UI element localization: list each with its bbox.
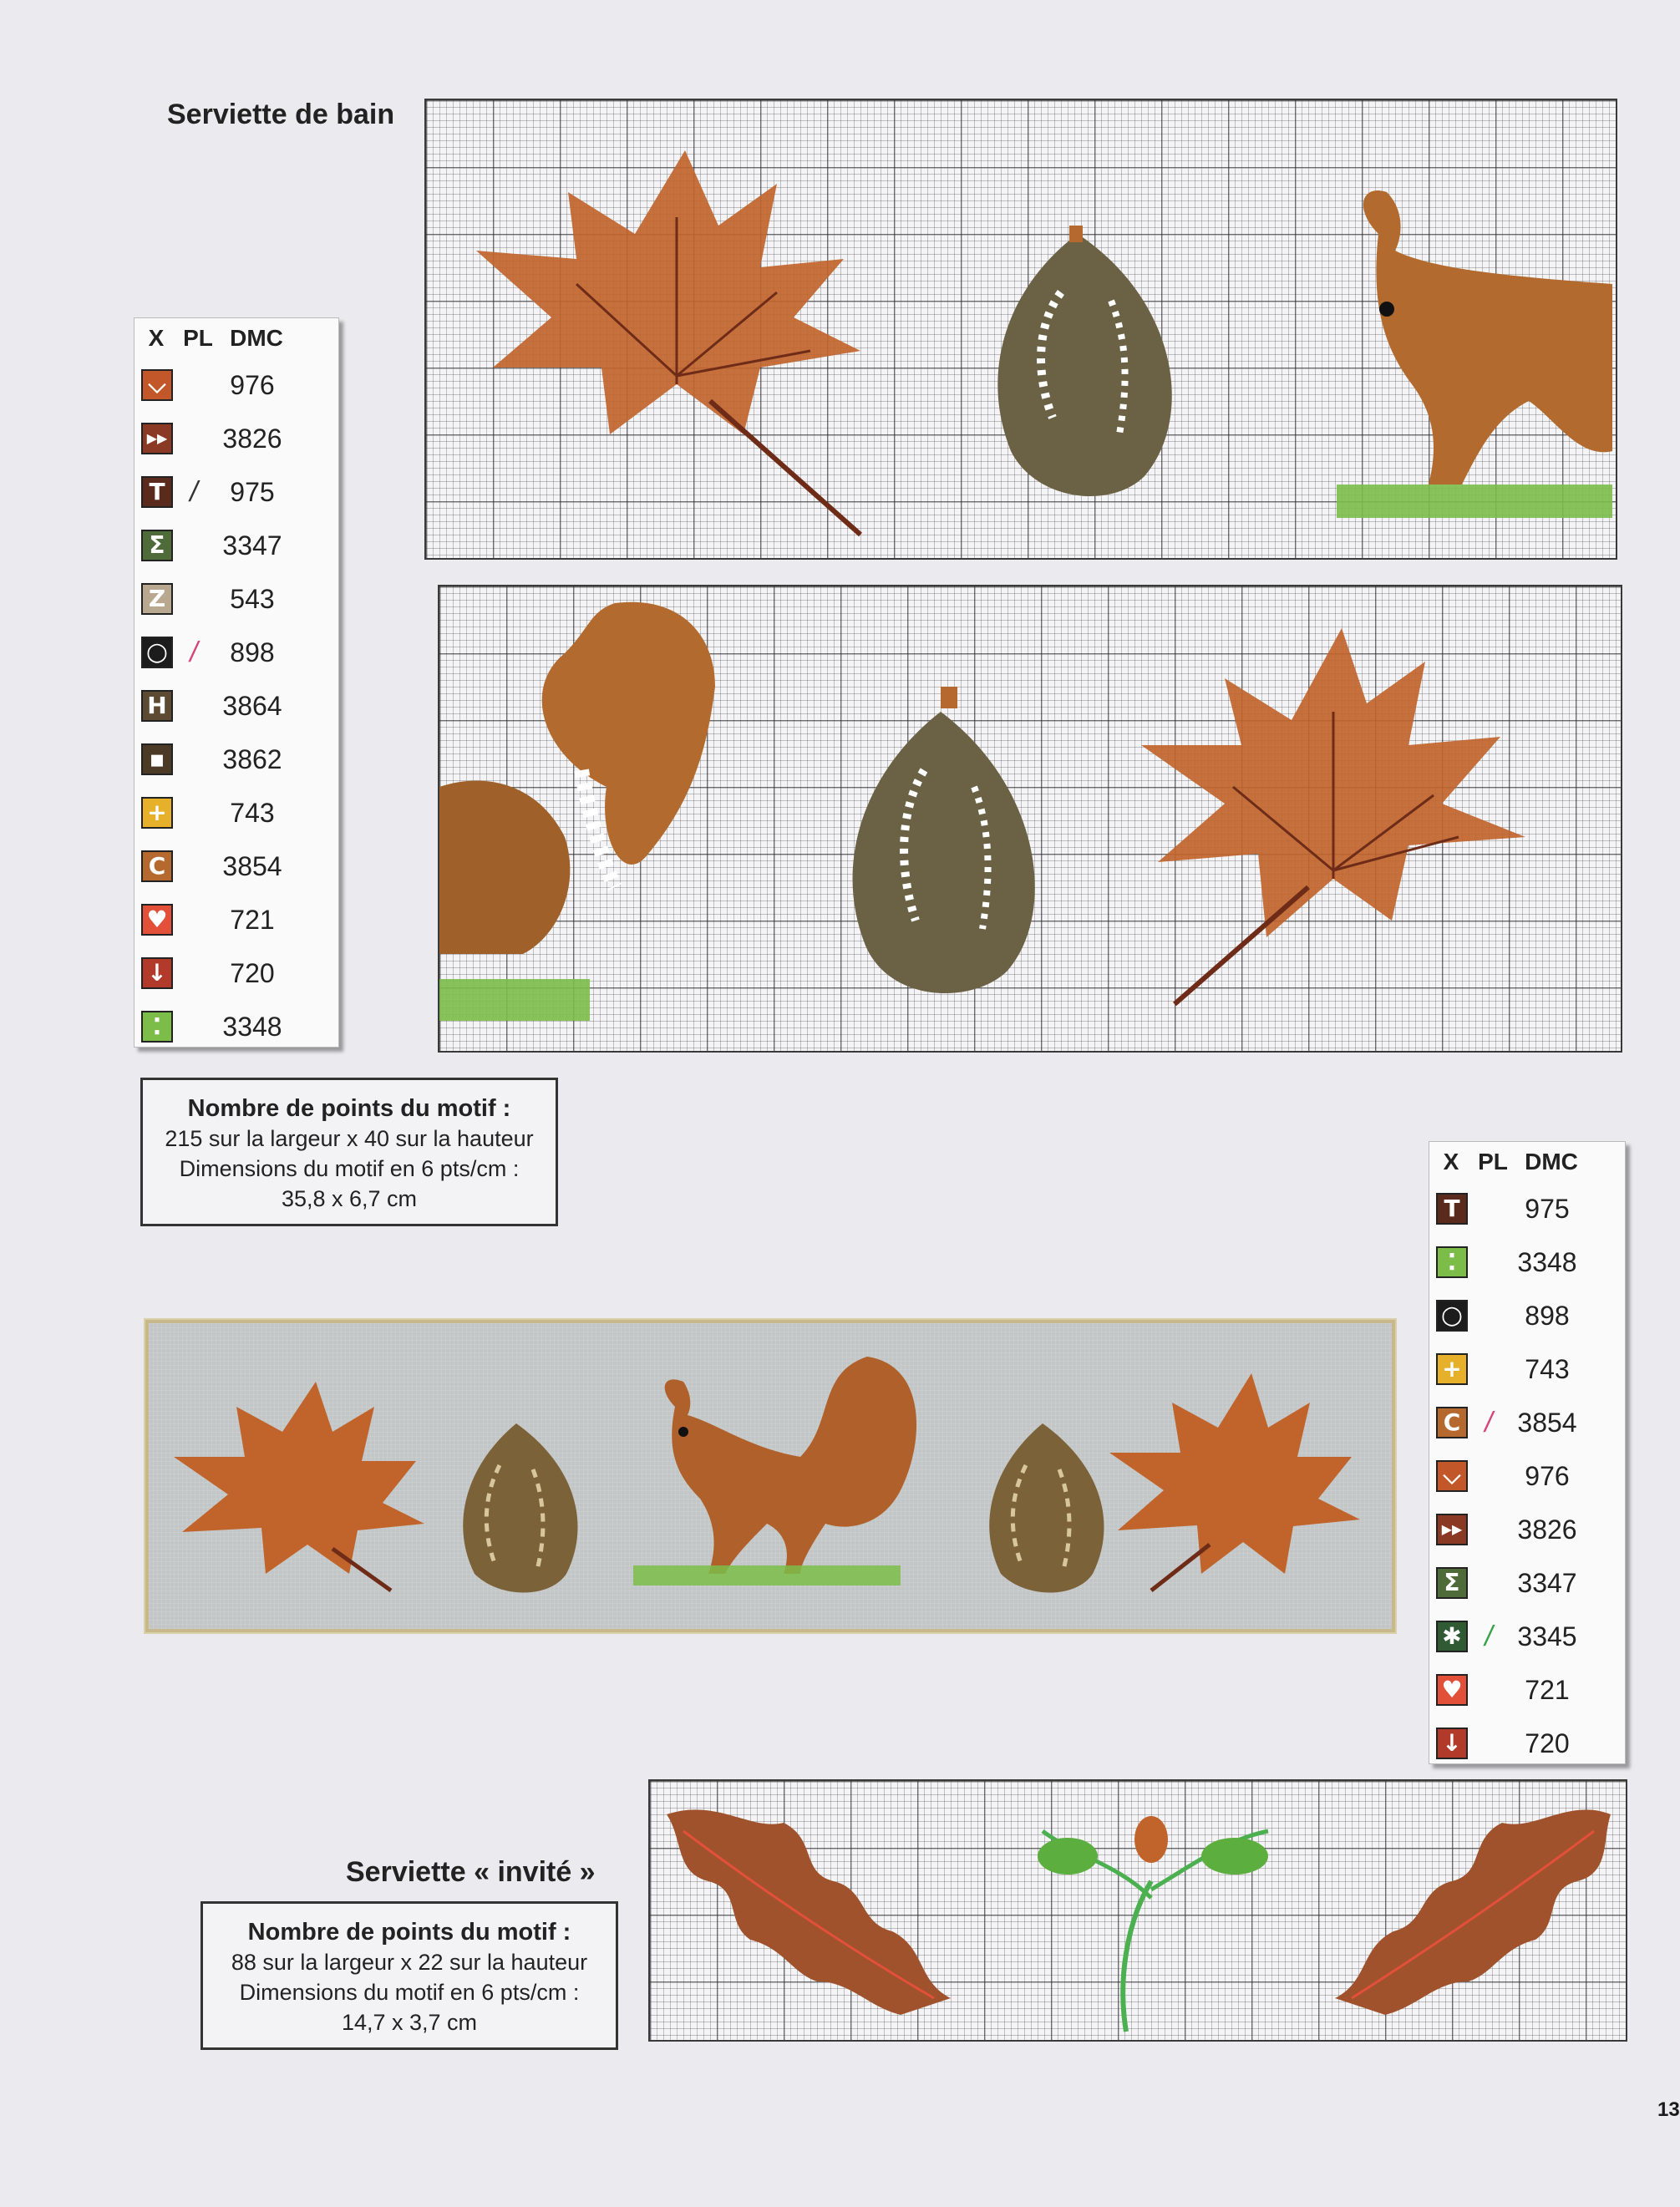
info-guest-heading: Nombre de points du motif : <box>247 1919 571 1946</box>
legend-row <box>1429 1717 1625 1770</box>
info-bath-line2: Dimensions du motif en 6 pts/cm : <box>179 1156 520 1181</box>
legend-row <box>1429 1396 1625 1449</box>
symbol-circle-icon: ○ <box>1436 1300 1468 1332</box>
chart-middle-motifs <box>439 586 1621 1051</box>
bath-towel-title: Serviette de bain <box>167 99 395 130</box>
info-box-guest <box>200 1901 618 2050</box>
legend-row <box>1429 1289 1625 1342</box>
legend-row <box>135 572 338 626</box>
legend-dmc-code: 3854 <box>222 850 282 881</box>
legend-dmc-code: 3348 <box>222 1011 282 1042</box>
legend-row <box>1429 1182 1625 1235</box>
chart-guest-motifs <box>650 1781 1626 2040</box>
photo-maple-leaf-left <box>174 1382 424 1591</box>
legend-row <box>135 679 338 733</box>
chart-top-motifs <box>426 100 1616 558</box>
symbol-sigma-icon: Σ <box>141 530 173 561</box>
legend-dmc-code: 743 <box>230 797 275 828</box>
legend-pl-mark: / <box>190 636 198 668</box>
symbol-dots-icon: ⁚ <box>141 1011 173 1043</box>
legend-col-x: X <box>148 325 165 351</box>
info-guest-line1: 88 sur la largeur x 22 sur la hauteur <box>231 1950 588 1975</box>
symbol-asterisk-icon: ✱ <box>1436 1621 1468 1652</box>
legend-row <box>135 412 338 465</box>
squirrel-tail-motif <box>439 602 715 1021</box>
legend-col-dmc: DMC <box>230 325 283 351</box>
symbol-down-arrow-icon: ↓ <box>141 957 173 989</box>
legend-dmc-code: 720 <box>230 957 275 988</box>
legend-dmc-code: 3854 <box>1517 1407 1577 1438</box>
legend-col-pl: PL <box>183 325 213 351</box>
photo-maple-leaf-right <box>1109 1373 1360 1591</box>
legend-bath-rows <box>135 358 338 1053</box>
symbol-double-arrow-icon: ▶▶ <box>141 423 173 454</box>
legend-row <box>1429 1556 1625 1610</box>
legend-dmc-code: 721 <box>1525 1674 1570 1705</box>
info-bath-heading: Nombre de points du motif : <box>187 1095 511 1122</box>
legend-dmc-code: 975 <box>1525 1193 1570 1224</box>
legend-dmc-code: 3826 <box>222 423 282 454</box>
legend-row <box>135 786 338 840</box>
legend-dmc-code: 743 <box>1525 1353 1570 1384</box>
photo-pine-cone-right <box>989 1423 1104 1593</box>
legend-dmc-code: 3862 <box>222 743 282 774</box>
maple-leaf-motif <box>1141 628 1525 1004</box>
legend-dmc-code: 898 <box>230 637 275 667</box>
legend-row <box>1429 1663 1625 1717</box>
info-box-bath <box>140 1078 558 1226</box>
legend-row <box>1429 1503 1625 1556</box>
legend-pl-mark: / <box>1485 1620 1493 1652</box>
legend-row <box>135 840 338 893</box>
symbol-double-arrow-icon: ▶▶ <box>1436 1514 1468 1545</box>
symbol-sigma-icon: Σ <box>1436 1567 1468 1599</box>
photo-motifs <box>149 1323 1392 1629</box>
legend-row <box>1429 1610 1625 1663</box>
legend-row <box>135 893 338 946</box>
symbol-ribbon-icon: ⌵ <box>1436 1460 1468 1492</box>
legend-row <box>1429 1342 1625 1396</box>
symbol-circle-icon: ○ <box>141 637 173 668</box>
info-bath-line3: 35,8 x 6,7 cm <box>281 1186 418 1211</box>
finished-embroidery-photo <box>145 1320 1395 1632</box>
legend-dmc-code: 3864 <box>222 690 282 721</box>
symbol-dot-square-icon: ▪ <box>141 743 173 775</box>
symbol-ribbon-icon: ⌵ <box>141 369 173 401</box>
legend-dmc-code: 3826 <box>1517 1514 1577 1545</box>
legend-col-pl: PL <box>1478 1149 1508 1175</box>
legend-dmc-code: 976 <box>230 369 275 400</box>
legend-dmc-code: 3348 <box>1517 1246 1577 1277</box>
symbol-C-icon: C <box>1436 1407 1468 1438</box>
photo-pine-cone-left <box>463 1423 577 1593</box>
symbol-Z-icon: Z <box>141 583 173 615</box>
legend-row <box>135 465 338 519</box>
legend-row <box>135 946 338 1000</box>
symbol-plus-icon: + <box>1436 1353 1468 1385</box>
pine-cone-motif <box>852 687 1034 993</box>
maple-leaf-motif <box>476 150 860 535</box>
legend-row <box>1429 1235 1625 1289</box>
legend-col-x: X <box>1443 1149 1459 1175</box>
oak-leaf-motif-right <box>1335 1809 1611 2015</box>
legend-pl-mark: / <box>190 475 198 508</box>
acorn-sprig-motif <box>1038 1816 1268 2032</box>
info-guest-line2: Dimensions du motif en 6 pts/cm : <box>239 1980 580 2005</box>
legend-dmc-code: 976 <box>1525 1460 1570 1491</box>
legend-row <box>135 519 338 572</box>
guest-towel-title: Serviette « invité » <box>346 1856 596 1888</box>
photo-squirrel <box>633 1357 916 1585</box>
legend-row <box>135 1000 338 1053</box>
legend-dmc-code: 3345 <box>1517 1621 1577 1651</box>
legend-row <box>1429 1449 1625 1503</box>
legend-guest-rows <box>1429 1182 1625 1770</box>
legend-dmc-code: 3347 <box>222 530 282 561</box>
symbol-T-icon: T <box>141 476 173 508</box>
chart-middle <box>438 585 1622 1053</box>
legend-dmc-code: 3347 <box>1517 1567 1577 1598</box>
legend-dmc-code: 975 <box>230 476 275 507</box>
pine-cone-motif <box>997 226 1171 496</box>
legend-guest <box>1429 1141 1626 1764</box>
symbol-dots-icon: ⁚ <box>1436 1246 1468 1278</box>
legend-dmc-code: 721 <box>230 904 275 935</box>
symbol-plus-icon: + <box>141 797 173 829</box>
legend-bath <box>134 317 339 1048</box>
legend-dmc-code: 543 <box>230 583 275 614</box>
chart-guest <box>648 1779 1627 2042</box>
legend-dmc-code: 898 <box>1525 1300 1570 1331</box>
info-guest-line3: 14,7 x 3,7 cm <box>341 2010 478 2035</box>
chart-top <box>424 99 1617 560</box>
oak-leaf-motif-left <box>667 1809 951 2015</box>
legend-pl-mark: / <box>1485 1406 1493 1438</box>
symbol-T-icon: T <box>1436 1193 1468 1225</box>
symbol-heart-icon: ♥ <box>1436 1674 1468 1706</box>
symbol-C-icon: C <box>141 850 173 882</box>
squirrel-motif <box>1337 190 1612 518</box>
symbol-H-icon: H <box>141 690 173 722</box>
legend-guest-header <box>1429 1142 1625 1182</box>
info-bath-line1: 215 sur la largeur x 40 sur la hauteur <box>165 1126 534 1151</box>
symbol-heart-icon: ♥ <box>141 904 173 936</box>
legend-row <box>135 358 338 412</box>
legend-dmc-code: 720 <box>1525 1728 1570 1758</box>
legend-bath-header <box>135 318 338 358</box>
symbol-down-arrow-icon: ↓ <box>1436 1728 1468 1759</box>
legend-col-dmc: DMC <box>1525 1149 1578 1175</box>
legend-row <box>135 733 338 786</box>
legend-row <box>135 626 338 679</box>
page-number: 13 <box>1657 2098 1680 2121</box>
